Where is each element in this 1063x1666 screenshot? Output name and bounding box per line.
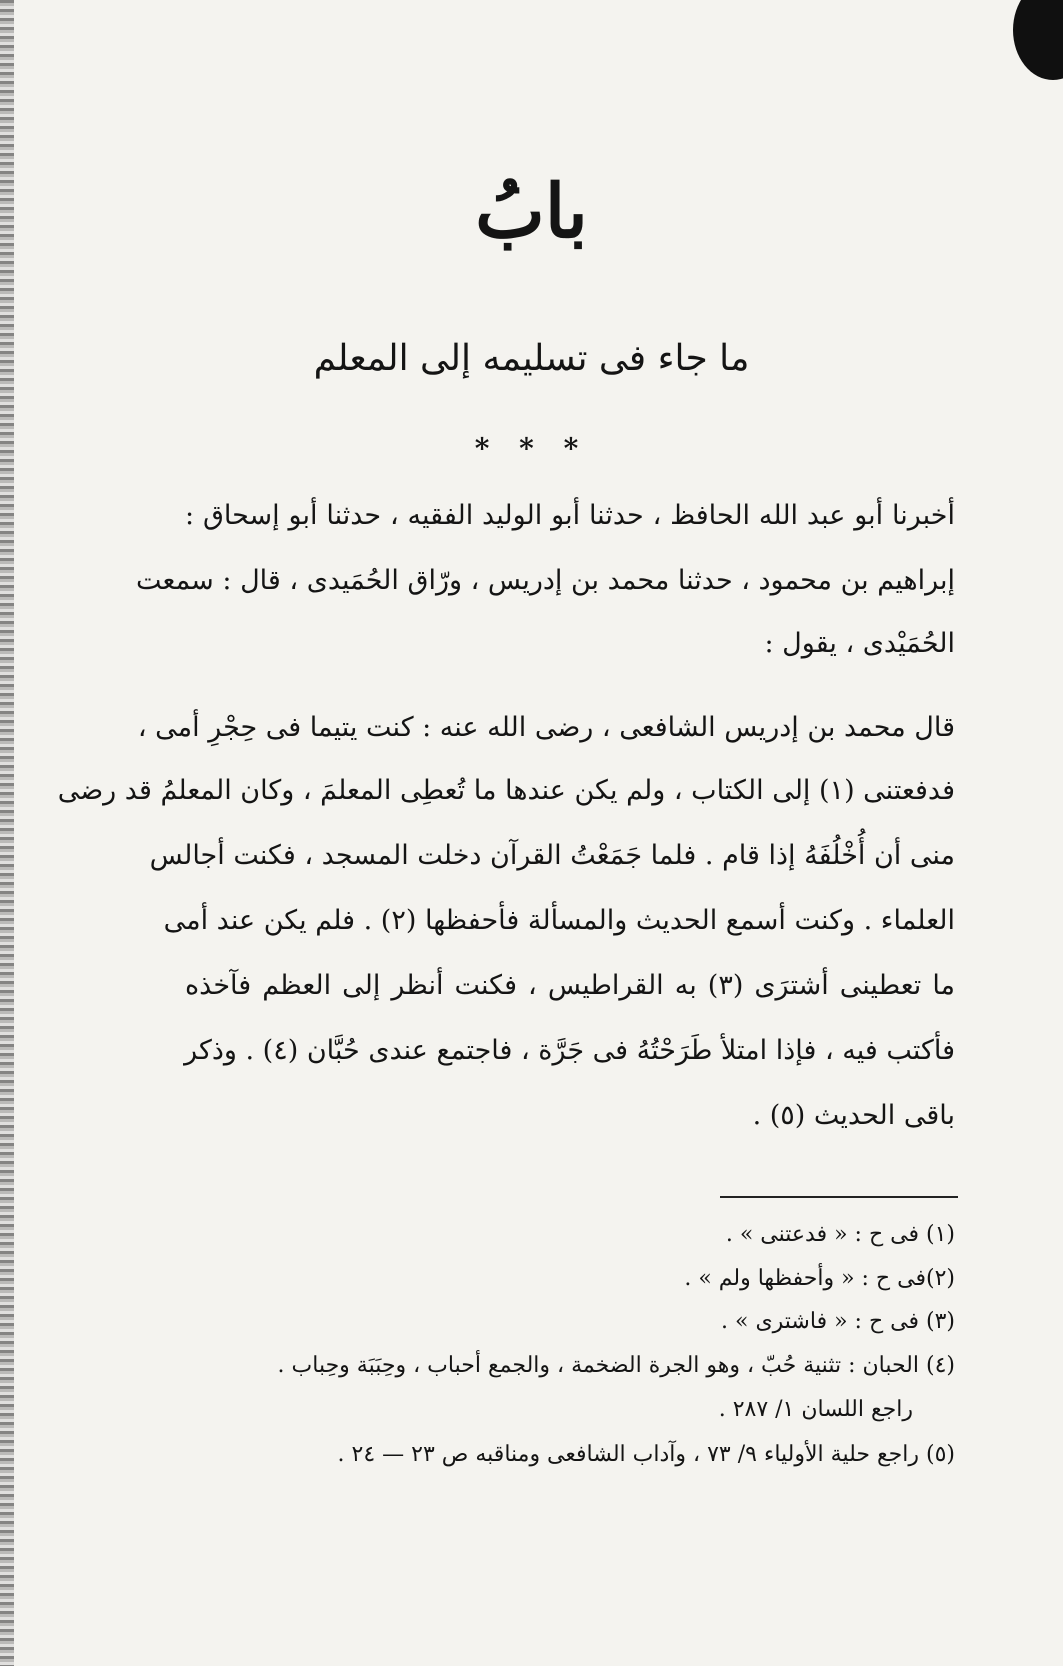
footnote: (٥) راجع حلية الأولياء ٩/ ٧٣ ، وآداب الشافعى ومناقبه ص ٢٣ — ٢٤ . (337, 1442, 955, 1467)
text-line: باقى الحديث (٥) . (752, 1100, 955, 1131)
footnote-separator (720, 1196, 958, 1198)
text-line: أخبرنا أبو عبد الله الحافظ ، حدثنا أبو الوليد الفقيه ، حدثنا أبو إسحاق : (185, 500, 955, 531)
text-line: ما تعطينى أشترَى (٣) به القراطيس ، فكنت أنظر إلى العظم فآخذه (185, 970, 956, 1001)
corner-ink-blot (1013, 0, 1063, 80)
text-line: منى أن أُخْلُفَهُ إذا قام . فلما جَمَعْتُ القرآن دخلت المسجد ، فكنت أجالس (149, 840, 955, 871)
text-line: قال محمد بن إدريس الشافعى ، رضى الله عنه : كنت يتيما فى حِجْرِ أمى ، (137, 712, 955, 743)
chapter-title: بابُ (475, 169, 588, 255)
text-line: العلماء . وكنت أسمع الحديث والمسألة فأحفظها (٢) . فلم يكن عند أمى (163, 905, 955, 936)
scan-edge-shadow (0, 0, 14, 1666)
footnote: (١) فى ح : « فدعتنى » . (725, 1222, 955, 1247)
footnote: (٤) الحبان : تثنية حُبّ ، وهو الجرة الضخمة ، والجمع أحباب ، وحِبَبَة وحِباب . (277, 1353, 955, 1378)
chapter-subtitle: ما جاء فى تسليمه إلى المعلم (313, 338, 750, 379)
footnote-continuation: راجع اللسان ١/ ٢٨٧ . (718, 1397, 913, 1422)
footnote: (٢)فى ح : « وأحفظها ولم » . (684, 1266, 955, 1291)
text-line: فدفعتنى (١) إلى الكتاب ، ولم يكن عندها ما تُعطِى المعلمَ ، وكان المعلمُ قد رضى (57, 775, 955, 806)
text-line: فأكتب فيه ، فإذا امتلأ طَرَحْتُهُ فى جَرَّة ، فاجتمع عندى حُبَّان (٤) . وذكر (184, 1035, 955, 1066)
footnote: (٣) فى ح : « فاشترى » . (721, 1309, 955, 1334)
text-line: إبراهيم بن محمود ، حدثنا محمد بن إدريس ، ورّاق الحُمَيدى ، قال : سمعت (136, 565, 955, 596)
text-line: الحُمَيْدى ، يقول : (764, 628, 955, 659)
section-ornament: * * * (474, 432, 589, 465)
